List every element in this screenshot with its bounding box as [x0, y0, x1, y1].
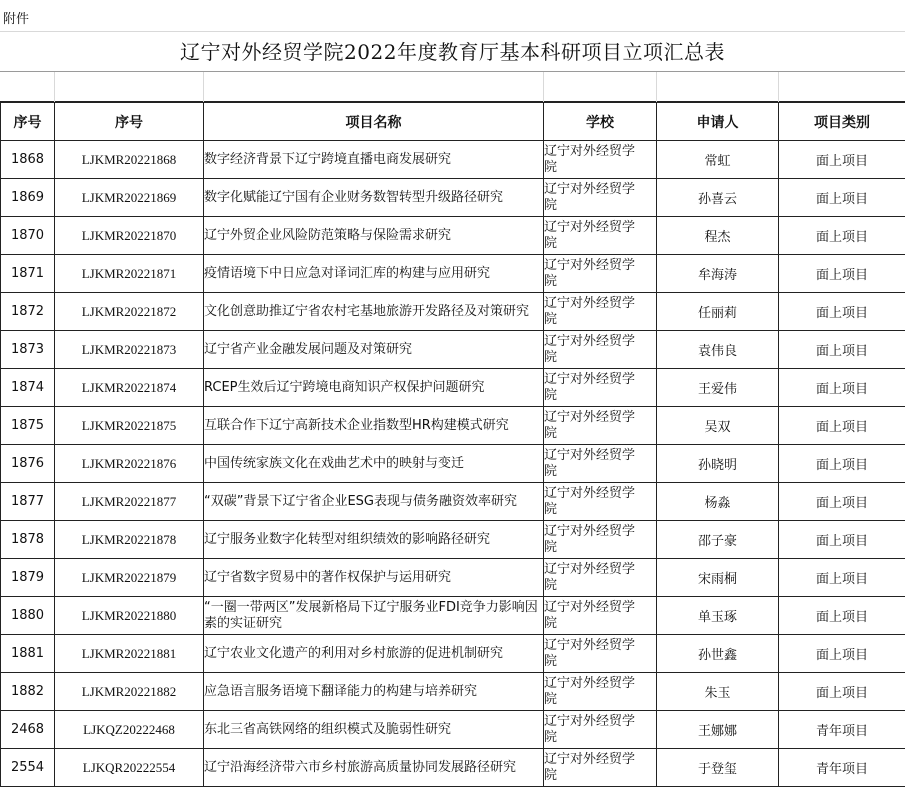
cell-project-name[interactable]: 数字经济背景下辽宁跨境直播电商发展研究 [204, 141, 544, 179]
cell-project-type[interactable]: 面上项目 [779, 597, 905, 635]
table-row [1, 521, 905, 559]
project-table [0, 102, 905, 787]
cell-no[interactable]: 1874 [1, 369, 55, 407]
header-row [1, 103, 905, 141]
cell-no[interactable]: 1877 [1, 483, 55, 521]
cell-code[interactable]: LJKMR20221868 [55, 141, 204, 179]
cell-no[interactable]: 1872 [1, 293, 55, 331]
cell-code[interactable]: LJKMR20221882 [55, 673, 204, 711]
cell-code[interactable]: LJKMR20221871 [55, 255, 204, 293]
cell-code[interactable]: LJKMR20221874 [55, 369, 204, 407]
cell-project-name[interactable]: 辽宁服务业数字化转型对组织绩效的影响路径研究 [204, 521, 544, 559]
cell-applicant[interactable]: 朱玉 [657, 673, 779, 711]
cell-no[interactable]: 1878 [1, 521, 55, 559]
cell-project-name[interactable]: 辽宁省数字贸易中的著作权保护与运用研究 [204, 559, 544, 597]
cell-school[interactable] [544, 179, 657, 217]
cell-project-name[interactable]: 中国传统家族文化在戏曲艺术中的映射与变迁 [204, 445, 544, 483]
table-body [1, 141, 905, 787]
cell-applicant[interactable]: 任丽莉 [657, 293, 779, 331]
cell-school[interactable] [544, 749, 657, 787]
table-row [1, 711, 905, 749]
cell-code[interactable]: LJKMR20221881 [55, 635, 204, 673]
school-text: 辽宁对外经贸学院 [544, 143, 636, 175]
cell-code[interactable]: LJKMR20221873 [55, 331, 204, 369]
cell-project-type[interactable]: 面上项目 [779, 521, 905, 559]
attachment-row [0, 0, 905, 32]
cell-applicant[interactable]: 单玉琢 [657, 597, 779, 635]
cell-project-name[interactable]: 东北三省高铁网络的组织模式及脆弱性研究 [204, 711, 544, 749]
table-title: 辽宁对外经贸学院2022年度教育厅基本科研项目立项汇总表 [0, 32, 905, 72]
table-row [1, 483, 905, 521]
cell-school[interactable] [544, 711, 657, 749]
cell-project-type[interactable]: 面上项目 [779, 483, 905, 521]
cell-no[interactable]: 1870 [1, 217, 55, 255]
school-text: 辽宁对外经贸学院 [544, 409, 636, 441]
cell-no[interactable]: 1879 [1, 559, 55, 597]
cell-no[interactable]: 1880 [1, 597, 55, 635]
table-row [1, 597, 905, 635]
table-row [1, 445, 905, 483]
school-text: 辽宁对外经贸学院 [544, 447, 636, 479]
school-text: 辽宁对外经贸学院 [544, 371, 636, 403]
table-row [1, 407, 905, 445]
cell-school[interactable] [544, 293, 657, 331]
cell-project-type[interactable]: 面上项目 [779, 331, 905, 369]
school-text: 辽宁对外经贸学院 [544, 295, 636, 327]
cell-code[interactable]: LJKMR20221870 [55, 217, 204, 255]
school-text: 辽宁对外经贸学院 [544, 561, 636, 593]
school-text: 辽宁对外经贸学院 [544, 485, 636, 517]
table-row [1, 217, 905, 255]
cell-project-name[interactable]: 辽宁省产业金融发展问题及对策研究 [204, 331, 544, 369]
cell-code[interactable]: LJKMR20221872 [55, 293, 204, 331]
table-row [1, 749, 905, 787]
cell-project-type[interactable]: 面上项目 [779, 635, 905, 673]
cell-project-type[interactable]: 面上项目 [779, 407, 905, 445]
cell-project-type[interactable]: 面上项目 [779, 369, 905, 407]
cell-project-type[interactable]: 面上项目 [779, 445, 905, 483]
header-applicant: 申请人 [657, 103, 779, 141]
header-school: 学校 [544, 103, 657, 141]
cell-school[interactable] [544, 635, 657, 673]
cell-applicant[interactable]: 于登玺 [657, 749, 779, 787]
cell-project-type[interactable]: 面上项目 [779, 293, 905, 331]
cell-project-name[interactable]: 辽宁农业文化遗产的利用对乡村旅游的促进机制研究 [204, 635, 544, 673]
cell-applicant[interactable]: 孙晓明 [657, 445, 779, 483]
cell-no[interactable]: 2554 [1, 749, 55, 787]
cell-project-name[interactable]: 辽宁外贸企业风险防范策略与保险需求研究 [204, 217, 544, 255]
cell-code[interactable]: LJKMR20221879 [55, 559, 204, 597]
school-text: 辽宁对外经贸学院 [544, 751, 636, 783]
table-row [1, 369, 905, 407]
cell-no[interactable]: 1881 [1, 635, 55, 673]
school-text: 辽宁对外经贸学院 [544, 333, 636, 365]
cell-project-type[interactable]: 面上项目 [779, 179, 905, 217]
cell-project-type[interactable]: 青年项目 [779, 749, 905, 787]
cell-no[interactable]: 1882 [1, 673, 55, 711]
cell-no[interactable]: 1871 [1, 255, 55, 293]
cell-code[interactable]: LJKMR20221876 [55, 445, 204, 483]
cell-school[interactable] [544, 521, 657, 559]
cell-project-name[interactable]: RCEP生效后辽宁跨境电商知识产权保护问题研究 [204, 369, 544, 407]
cell-applicant[interactable]: 程杰 [657, 217, 779, 255]
header-no: 序号 [1, 103, 55, 141]
cell-applicant[interactable]: 王娜娜 [657, 711, 779, 749]
cell-school[interactable] [544, 597, 657, 635]
cell-no[interactable]: 2468 [1, 711, 55, 749]
table-row [1, 255, 905, 293]
cell-project-type[interactable]: 面上项目 [779, 255, 905, 293]
header-project-name: 项目名称 [204, 103, 544, 141]
cell-code[interactable]: LJKQR20222554 [55, 749, 204, 787]
cell-project-name[interactable]: 应急语言服务语境下翻译能力的构建与培养研究 [204, 673, 544, 711]
cell-applicant[interactable]: 孙喜云 [657, 179, 779, 217]
cell-school[interactable] [544, 673, 657, 711]
cell-project-name[interactable]: 辽宁沿海经济带六市乡村旅游高质量协同发展路径研究 [204, 749, 544, 787]
cell-no[interactable]: 1875 [1, 407, 55, 445]
cell-code[interactable]: LJKMR20221875 [55, 407, 204, 445]
cell-school[interactable] [544, 483, 657, 521]
cell-project-type[interactable]: 面上项目 [779, 559, 905, 597]
cell-project-name[interactable]: 互联合作下辽宁高新技术企业指数型HR构建模式研究 [204, 407, 544, 445]
table-row [1, 635, 905, 673]
cell-no[interactable]: 1868 [1, 141, 55, 179]
school-text: 辽宁对外经贸学院 [544, 675, 636, 707]
cell-school[interactable] [544, 445, 657, 483]
cell-project-name[interactable]: 数字化赋能辽宁国有企业财务数智转型升级路径研究 [204, 179, 544, 217]
cell-applicant[interactable]: 常虹 [657, 141, 779, 179]
cell-code[interactable]: LJKMR20221869 [55, 179, 204, 217]
table-row [1, 673, 905, 711]
cell-no[interactable]: 1869 [1, 179, 55, 217]
blank-row [0, 72, 905, 102]
cell-project-name[interactable]: “双碳”背景下辽宁省企业ESG表现与债务融资效率研究 [204, 483, 544, 521]
table-row [1, 293, 905, 331]
header-code: 序号 [55, 103, 204, 141]
cell-applicant[interactable]: 邵子豪 [657, 521, 779, 559]
cell-school[interactable] [544, 407, 657, 445]
cell-no[interactable]: 1873 [1, 331, 55, 369]
header-project-type: 项目类别 [779, 103, 905, 141]
table-row [1, 331, 905, 369]
table-row [1, 559, 905, 597]
table-row [1, 179, 905, 217]
school-text: 辽宁对外经贸学院 [544, 219, 636, 251]
cell-project-name[interactable]: “一圈一带两区”发展新格局下辽宁服务业FDI竞争力影响因素的实证研究 [204, 597, 544, 635]
school-text: 辽宁对外经贸学院 [544, 713, 636, 745]
cell-project-type[interactable]: 面上项目 [779, 141, 905, 179]
cell-project-type[interactable]: 面上项目 [779, 217, 905, 255]
cell-school[interactable] [544, 255, 657, 293]
school-text: 辽宁对外经贸学院 [544, 599, 636, 631]
cell-applicant[interactable]: 孙世鑫 [657, 635, 779, 673]
school-text: 辽宁对外经贸学院 [544, 637, 636, 669]
cell-applicant[interactable]: 杨淼 [657, 483, 779, 521]
cell-applicant[interactable]: 牟海涛 [657, 255, 779, 293]
cell-project-type[interactable]: 青年项目 [779, 711, 905, 749]
cell-applicant[interactable]: 袁伟良 [657, 331, 779, 369]
cell-project-name[interactable]: 疫情语境下中日应急对译词汇库的构建与应用研究 [204, 255, 544, 293]
cell-school[interactable] [544, 369, 657, 407]
cell-code[interactable]: LJKQZ20222468 [55, 711, 204, 749]
cell-project-type[interactable]: 面上项目 [779, 673, 905, 711]
attachment-label: 附件 [3, 12, 30, 27]
table-row [1, 141, 905, 179]
cell-school[interactable] [544, 141, 657, 179]
cell-no[interactable]: 1876 [1, 445, 55, 483]
school-text: 辽宁对外经贸学院 [544, 257, 636, 289]
cell-project-name[interactable]: 文化创意助推辽宁省农村宅基地旅游开发路径及对策研究 [204, 293, 544, 331]
school-text: 辽宁对外经贸学院 [544, 523, 636, 555]
cell-code[interactable]: LJKMR20221877 [55, 483, 204, 521]
cell-applicant[interactable]: 吴双 [657, 407, 779, 445]
cell-code[interactable]: LJKMR20221878 [55, 521, 204, 559]
cell-school[interactable] [544, 217, 657, 255]
cell-applicant[interactable]: 宋雨桐 [657, 559, 779, 597]
cell-school[interactable] [544, 559, 657, 597]
cell-code[interactable]: LJKMR20221880 [55, 597, 204, 635]
cell-school[interactable] [544, 331, 657, 369]
school-text: 辽宁对外经贸学院 [544, 181, 636, 213]
cell-applicant[interactable]: 王爱伟 [657, 369, 779, 407]
